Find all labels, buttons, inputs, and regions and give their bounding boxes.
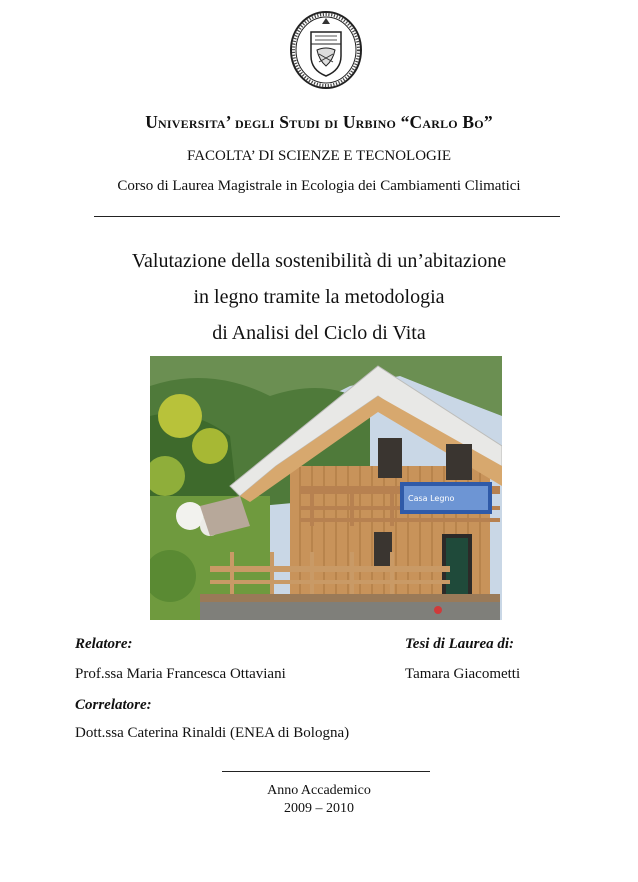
header-divider (94, 216, 560, 217)
correlatore-name: Dott.ssa Caterina Rinaldi (ENEA di Bologna) (75, 725, 350, 741)
faculty-name: FACOLTA’ DI SCIENZE E TECNOLOGIE (186, 148, 452, 164)
university-seal-logo (289, 10, 363, 90)
thesis-author-name: Tamara Giacometti (405, 666, 521, 682)
correlatore-label: Correlatore: (75, 697, 152, 713)
footer-divider (222, 771, 430, 772)
academic-year-value: 2009 – 2010 (284, 801, 354, 816)
relatore-name: Prof.ssa Maria Francesca Ottaviani (75, 666, 286, 682)
thesis-title-line-3: di Analisi del Ciclo di Vita (212, 322, 426, 344)
university-name: Universita’ degli Studi di Urbino “Carlo Bo” (145, 112, 493, 132)
academic-year-label: Anno Accademico (267, 783, 371, 798)
wooden-house-photo (150, 356, 502, 620)
thesis-title-line-1: Valutazione della sostenibilità di un’abitazione (131, 250, 507, 272)
thesis-author-label: Tesi di Laurea di: (405, 636, 515, 652)
thesis-title-line-2: in legno tramite la metodologia (193, 286, 445, 308)
course-name: Corso di Laurea Magistrale in Ecologia dei Cambiamenti Climatici (117, 178, 521, 194)
house-sign-text: Casa Legno (408, 494, 455, 503)
relatore-label: Relatore: (75, 636, 133, 652)
